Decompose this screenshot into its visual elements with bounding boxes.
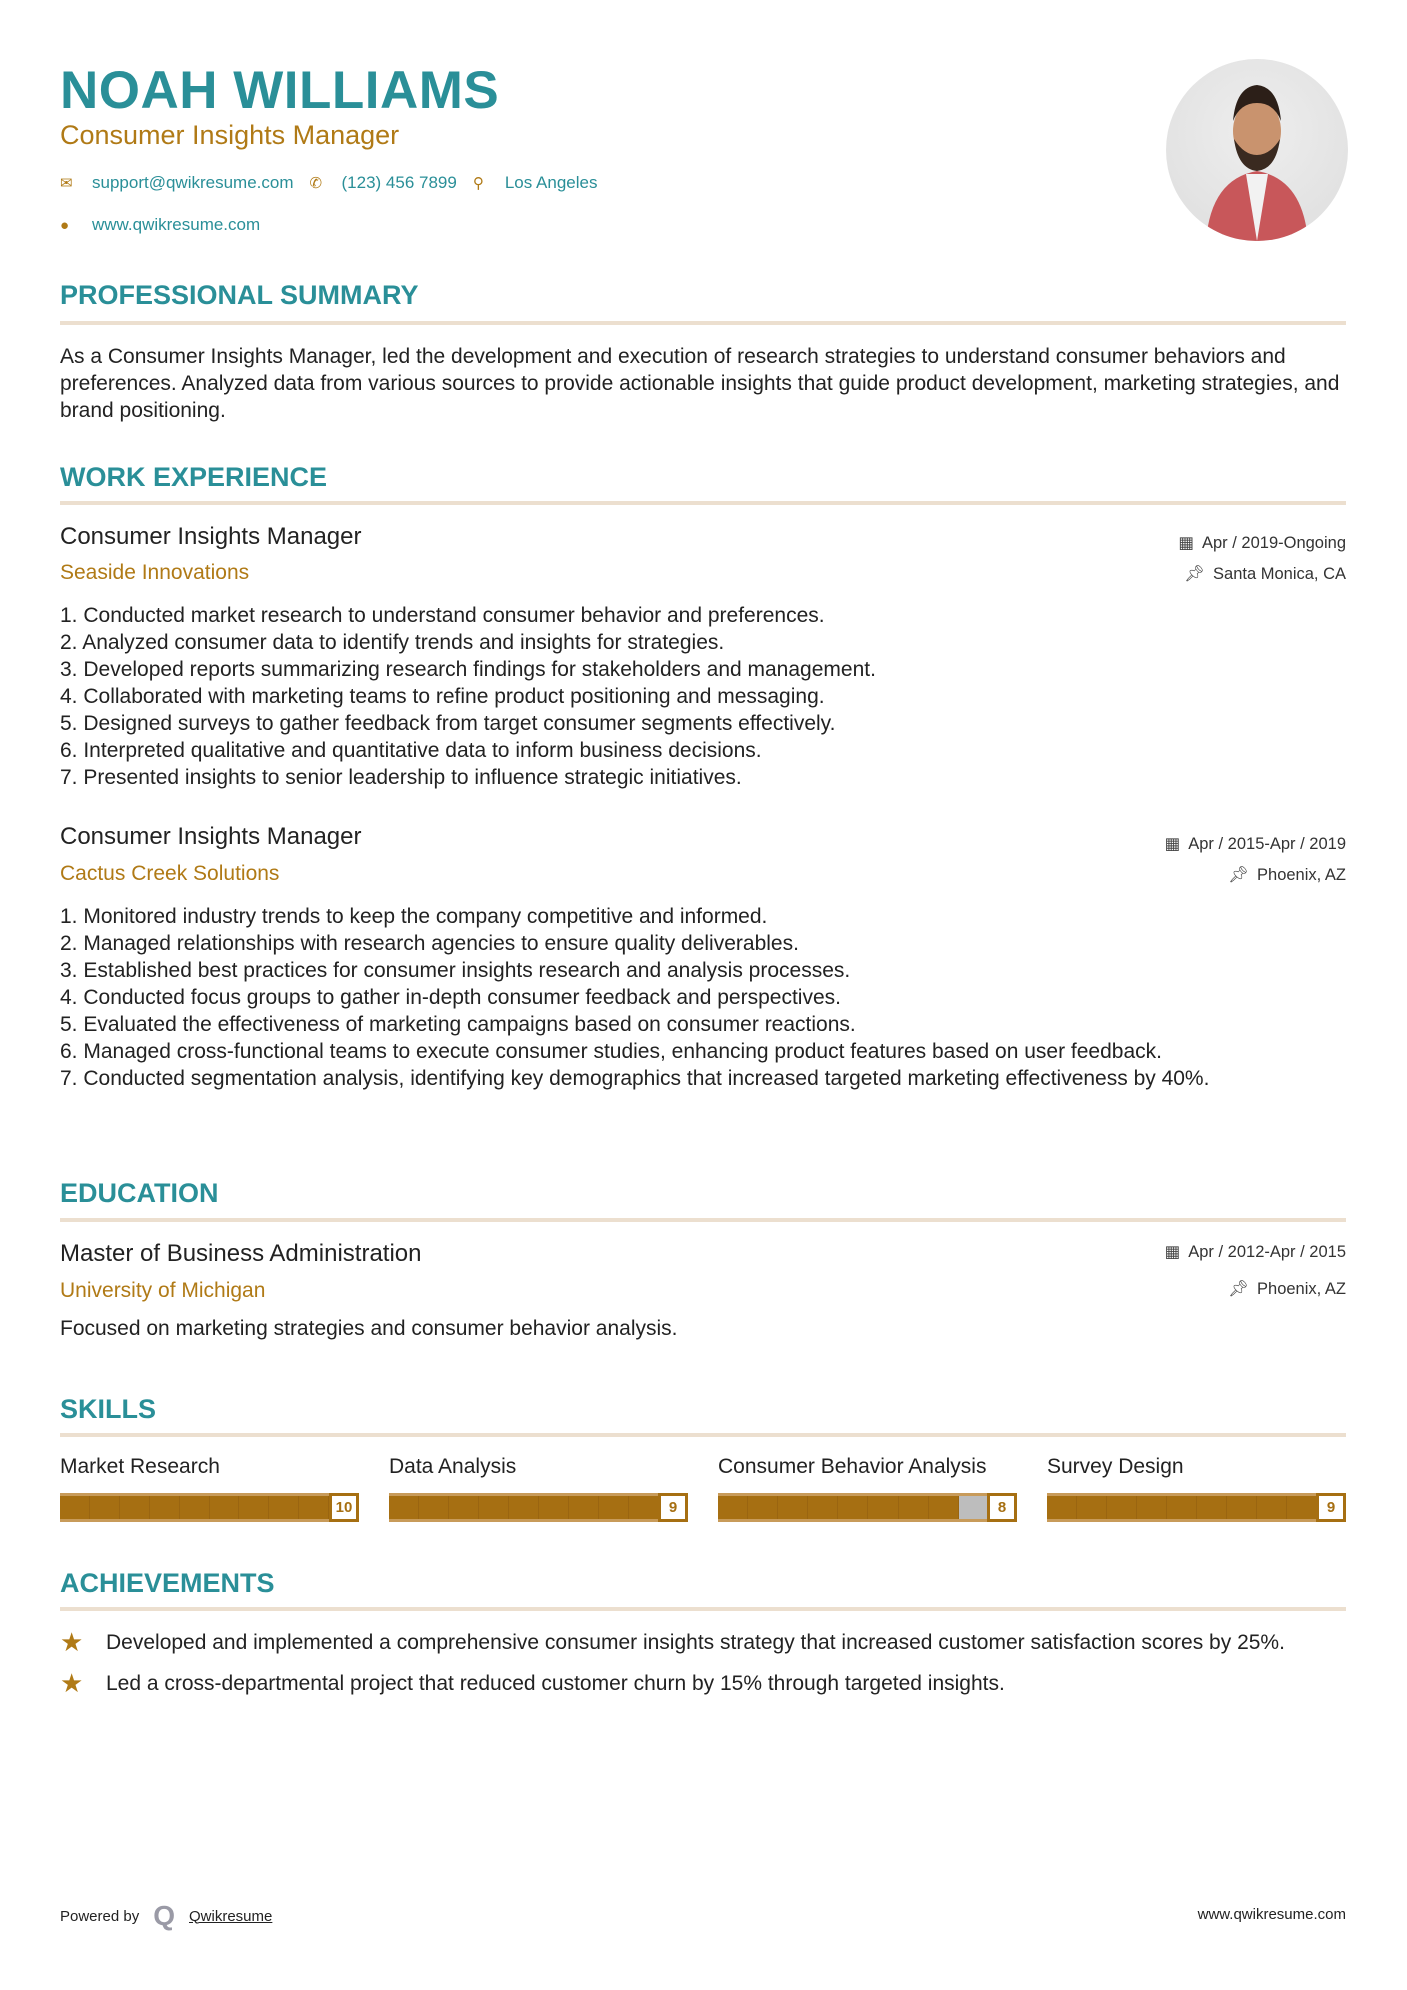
list-item: 7. Presented insights to senior leadership to influence strategic initiatives. [60, 766, 742, 789]
candidate-title: Consumer Insights Manager [60, 120, 400, 150]
skill-bar-segment [389, 1496, 419, 1519]
skills-list [60, 1455, 1346, 1522]
skill-level-bar [1047, 1493, 1346, 1522]
envelope-icon: ✉ [60, 175, 73, 192]
education-dates [1165, 1242, 1346, 1262]
dates-text: Apr / 2015-Apr / 2019 [1188, 835, 1346, 853]
skill-bar-segment [239, 1496, 269, 1519]
skill-bar-segment [299, 1496, 329, 1519]
skill-bar-segment [569, 1496, 599, 1519]
skill-name: Market Research [60, 1455, 220, 1478]
job-dates [1165, 834, 1346, 854]
achievement-text: Developed and implemented a comprehensive consumer insights strategy that increased customer satisfaction scores by 25%. [106, 1631, 1285, 1654]
skill-bar-segment [210, 1496, 240, 1519]
skill-bar-segment [1137, 1496, 1167, 1519]
skill-item [1047, 1455, 1346, 1522]
email-link[interactable]: support@qwikresume.com [92, 173, 294, 192]
skill-bar-segment [180, 1496, 210, 1519]
skill-item [718, 1455, 1017, 1522]
skill-bar-segment [1287, 1496, 1317, 1519]
job-dates [1178, 533, 1346, 553]
skill-bar-segment [778, 1496, 808, 1519]
list-item: 5. Designed surveys to gather feedback from target consumer segments effectively. [60, 712, 836, 735]
calendar-icon: ▦ [1164, 835, 1181, 853]
achievements-list [60, 1629, 1346, 1697]
dates-text: Apr / 2012-Apr / 2015 [1188, 1243, 1346, 1261]
school-name: University of Michigan [60, 1279, 266, 1302]
education-description: Focused on marketing strategies and consumer behavior analysis. [60, 1317, 678, 1340]
qwikresume-logo-icon: Q [153, 1900, 175, 1931]
phone-text: (123) 456 7899 [341, 173, 457, 192]
section-divider [60, 501, 1346, 505]
section-heading-education: EDUCATION [60, 1178, 219, 1208]
education-location [1228, 1280, 1346, 1299]
achievement-item [60, 1670, 1346, 1697]
location-text: Los Angeles [504, 173, 598, 192]
candidate-name: NOAH WILLIAMS [60, 61, 500, 120]
job-location [1228, 866, 1346, 885]
location-text: Santa Monica, CA [1213, 565, 1346, 583]
pushpin-icon: 📌︎ [1184, 565, 1206, 583]
skill-bar-segment [1227, 1496, 1257, 1519]
job-title: Consumer Insights Manager [60, 523, 362, 550]
contact-row [60, 173, 597, 193]
skill-item [60, 1455, 359, 1522]
skill-bar-segment [479, 1496, 509, 1519]
section-heading-achievements: ACHIEVEMENTS [60, 1568, 275, 1598]
list-item: 3. Established best practices for consumer insights research and analysis processes. [60, 959, 851, 982]
skill-level-number: 8 [987, 1493, 1017, 1522]
skill-bar-segment [269, 1496, 299, 1519]
skill-level-bar [60, 1493, 359, 1522]
company-name: Cactus Creek Solutions [60, 862, 280, 885]
skill-bar-segment [1077, 1496, 1107, 1519]
website-link[interactable]: www.qwikresume.com [92, 215, 261, 234]
list-item: 1. Monitored industry trends to keep the company competitive and informed. [60, 905, 768, 928]
skill-bar-segment [599, 1496, 629, 1519]
brand-link[interactable]: Qwikresume [189, 1907, 273, 1925]
list-item: 5. Evaluated the effectiveness of marketing campaigns based on consumer reactions. [60, 1013, 856, 1036]
footer-powered [60, 1900, 272, 1932]
skill-bar-segment [1197, 1496, 1227, 1519]
section-divider [60, 1433, 1346, 1437]
dates-text: Apr / 2019-Ongoing [1201, 534, 1346, 552]
skill-item [389, 1455, 688, 1522]
skill-bar-segment [808, 1496, 838, 1519]
skill-level-number: 9 [658, 1493, 688, 1522]
skill-bar-segment [868, 1496, 898, 1519]
skill-bar-segment [509, 1496, 539, 1519]
skill-name: Consumer Behavior Analysis [718, 1455, 987, 1478]
job-title: Consumer Insights Manager [60, 823, 362, 850]
website-row [60, 215, 260, 235]
skill-bar-segment [60, 1496, 90, 1519]
section-heading-work: WORK EXPERIENCE [60, 462, 328, 492]
skill-bar-segment [419, 1496, 449, 1519]
skill-level-number: 10 [329, 1493, 359, 1522]
summary-text: As a Consumer Insights Manager, led the development and execution of research strategies to understand consumer behaviors and preferences. Analyzed data from various sources to provide actionable insights that guide product development, marketing strategies, and brand positioning. [60, 345, 1340, 422]
skill-bar-segment [120, 1496, 150, 1519]
star-award-icon: ★ [60, 1668, 84, 1698]
achievement-item [60, 1629, 1346, 1656]
profile-photo [1166, 59, 1348, 241]
skill-level-bar [389, 1493, 688, 1522]
skill-bar-segment [1047, 1496, 1077, 1519]
skill-bar-segment [90, 1496, 120, 1519]
skill-bar-segment [899, 1496, 929, 1519]
globe-icon: ● [60, 216, 70, 234]
map-pin-icon: ⚲ [472, 175, 484, 192]
list-item: 6. Managed cross-functional teams to execute consumer studies, enhancing product features based on user feedback. [60, 1040, 1162, 1063]
skill-bar-segment [1107, 1496, 1137, 1519]
star-award-icon: ★ [60, 1627, 84, 1657]
skill-bar-segment [1257, 1496, 1287, 1519]
skill-bar-segment [150, 1496, 180, 1519]
job-responsibilities [60, 602, 1350, 791]
job-location [1184, 565, 1346, 584]
job-responsibilities [60, 903, 1350, 1092]
pushpin-icon: 📌︎ [1228, 1280, 1250, 1298]
skill-bar-segment [748, 1496, 778, 1519]
location-text: Phoenix, AZ [1257, 1280, 1346, 1298]
company-name: Seaside Innovations [60, 561, 250, 584]
footer-website[interactable]: www.qwikresume.com [1197, 1906, 1346, 1923]
list-item: 4. Conducted focus groups to gather in-depth consumer feedback and perspectives. [60, 986, 841, 1009]
achievement-text: Led a cross-departmental project that reduced customer churn by 15% through targeted insights. [106, 1672, 1005, 1695]
list-item: 2. Analyzed consumer data to identify trends and insights for strategies. [60, 631, 725, 654]
skill-bar-segment [838, 1496, 868, 1519]
section-divider [60, 321, 1346, 325]
list-item: 3. Developed reports summarizing research findings for stakeholders and management. [60, 658, 876, 681]
skill-bar-segment [929, 1496, 959, 1519]
skill-bar-segment [629, 1496, 659, 1519]
degree-title: Master of Business Administration [60, 1240, 422, 1267]
skill-level-number: 9 [1316, 1493, 1346, 1522]
phone-icon: ✆ [309, 175, 323, 192]
section-divider [60, 1607, 1346, 1611]
powered-by-text: Powered by [60, 1907, 140, 1925]
section-divider [60, 1218, 1346, 1222]
location-text: Phoenix, AZ [1257, 866, 1346, 884]
section-heading-summary: PROFESSIONAL SUMMARY [60, 280, 419, 310]
calendar-icon: ▦ [1178, 534, 1194, 552]
skill-bar-segment [449, 1496, 479, 1519]
skill-name: Data Analysis [389, 1455, 517, 1478]
pushpin-icon: 📌︎ [1228, 866, 1250, 884]
skill-level-bar [718, 1493, 1017, 1522]
list-item: 2. Managed relationships with research agencies to ensure quality deliverables. [60, 932, 799, 955]
calendar-icon: ▦ [1164, 1243, 1181, 1261]
list-item: 7. Conducted segmentation analysis, identifying key demographics that increased targeted marketing effectiveness by 40%. [60, 1067, 1210, 1090]
list-item: 1. Conducted market research to understand consumer behavior and preferences. [60, 604, 825, 627]
skill-bar-segment [539, 1496, 569, 1519]
skill-bar-segment [718, 1496, 748, 1519]
list-item: 6. Interpreted qualitative and quantitative data to inform business decisions. [60, 739, 762, 762]
list-item: 4. Collaborated with marketing teams to refine product positioning and messaging. [60, 685, 825, 708]
skill-bar-segment [1167, 1496, 1197, 1519]
skill-name: Survey Design [1047, 1455, 1184, 1478]
skill-bar-segment [959, 1496, 988, 1519]
person-photo-illustration [1166, 59, 1348, 241]
section-heading-skills: SKILLS [60, 1394, 157, 1424]
